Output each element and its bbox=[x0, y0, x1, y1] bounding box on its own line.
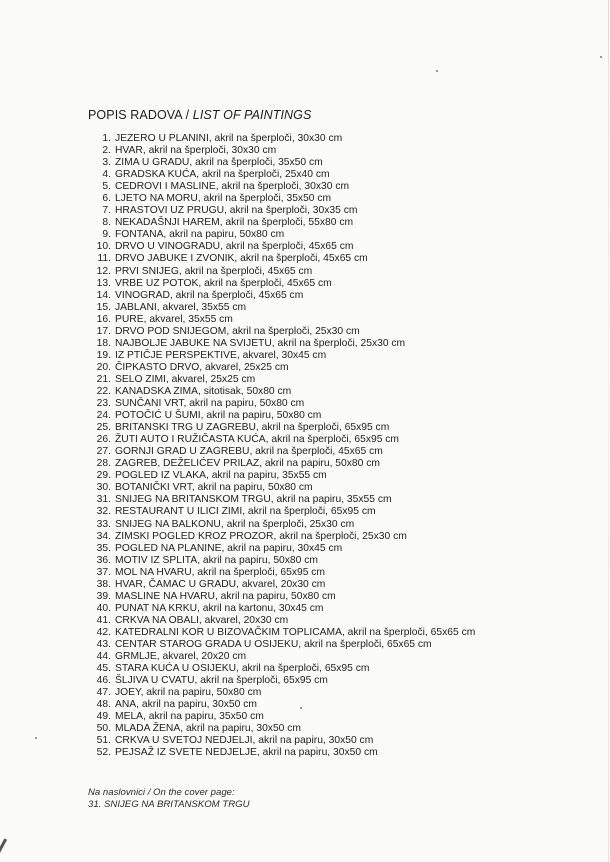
list-item bbox=[88, 458, 598, 470]
item-text: JOEY, akril na papiru, 50x80 cm bbox=[115, 687, 262, 699]
list-item bbox=[88, 302, 598, 314]
item-number: 6. bbox=[102, 193, 111, 205]
item-text: VRBE UZ POTOK, akril na šperploči, 45x65 cm bbox=[115, 277, 332, 289]
item-text: LJETO NA MORU, akril na šperploči, 35x50 cm bbox=[115, 193, 332, 205]
list-item bbox=[88, 639, 598, 651]
page-title bbox=[88, 108, 311, 122]
item-text: SNIJEG NA BRITANSKOM TRGU, akril na papiru, 35x55 cm bbox=[115, 494, 392, 506]
item-text: MELA, akril na papiru, 35x50 cm bbox=[115, 711, 264, 723]
list-item bbox=[88, 133, 598, 145]
title-italic: LIST OF PAINTINGS bbox=[192, 108, 312, 122]
item-number: 34. bbox=[96, 530, 111, 542]
item-text: ZIMSKI POGLED KROZ PROZOR, akril na šperploči, 25x30 cm bbox=[115, 530, 407, 542]
paper-speck bbox=[35, 737, 37, 739]
list-item bbox=[88, 651, 598, 663]
list-item bbox=[88, 374, 598, 386]
item-number: 1. bbox=[102, 133, 111, 144]
item-text: IZ PTIČJE PERSPEKTIVE, akvarel, 30x45 cm bbox=[115, 349, 327, 361]
item-number: 51. bbox=[96, 735, 111, 747]
item-number: 33. bbox=[96, 518, 111, 530]
item-text: MLADA ŽENA, akril na papiru, 30x50 cm bbox=[115, 723, 301, 735]
item-number: 5. bbox=[102, 181, 111, 193]
list-item bbox=[88, 663, 598, 675]
list-item bbox=[88, 145, 598, 157]
list-item bbox=[88, 446, 598, 458]
item-text: CRKVA NA OBALI, akvarel, 20x30 cm bbox=[115, 614, 289, 626]
item-text: KATEDRALNI KOR U BIZOVAČKIM TOPLICAMA, akril na šperploči, 65x65 cm bbox=[115, 626, 476, 638]
cover-note-label: Na naslovnici / On the cover page: bbox=[88, 787, 235, 798]
item-number: 8. bbox=[102, 217, 111, 229]
item-number: 2. bbox=[102, 145, 111, 157]
item-text: DRVO JABUKE I ZVONIK, akril na šperploči, 45x65 cm bbox=[115, 253, 368, 265]
item-number: 18. bbox=[96, 337, 111, 349]
item-text: POGLED IZ VLAKA, akril na papiru, 35x55 cm bbox=[115, 470, 327, 482]
item-text: CEDROVI I MASLINE, akril na šperploči, 30x30 cm bbox=[115, 181, 350, 193]
list-item bbox=[88, 326, 598, 338]
list-item bbox=[88, 422, 598, 434]
item-number: 37. bbox=[96, 566, 111, 578]
item-text: POTOČIĆ U ŠUMI, akril na papiru, 50x80 cm bbox=[115, 410, 322, 422]
item-number: 38. bbox=[96, 578, 111, 590]
item-text: GRADSKA KUĆA, akril na šperploči, 25x40 cm bbox=[115, 169, 330, 181]
list-item bbox=[88, 410, 598, 422]
item-text: CENTAR STAROG GRADA U OSIJEKU, akril na šperploči, 65x65 cm bbox=[115, 638, 432, 650]
item-text: PEJSAŽ IZ SVETE NEDJELJE, akril na papiru, 30x50 cm bbox=[115, 747, 378, 759]
item-number: 13. bbox=[96, 277, 111, 289]
item-text: HVAR, ČAMAC U GRADU, akvarel, 20x30 cm bbox=[115, 578, 326, 590]
item-text: ŽUTI AUTO I RUŽIČASTA KUĆA, akril na šperploči, 65x95 cm bbox=[115, 434, 400, 446]
item-text: KANADSKA ZIMA, sitotisak, 50x80 cm bbox=[115, 385, 292, 397]
item-text: CRKVA U SVETOJ NEDJELJI, akril na papiru, 30x50 cm bbox=[115, 735, 374, 747]
list-item bbox=[88, 434, 598, 446]
list-item bbox=[88, 615, 598, 627]
paper-speck bbox=[436, 70, 438, 72]
item-number: 4. bbox=[102, 169, 111, 181]
list-item bbox=[88, 314, 598, 326]
item-text: DRVO U VINOGRADU, akril na šperploči, 45x65 cm bbox=[115, 241, 354, 253]
item-text: NAJBOLJE JABUKE NA SVIJETU, akril na šperploči, 25x30 cm bbox=[115, 337, 406, 349]
page-edge bbox=[608, 0, 609, 862]
item-number: 16. bbox=[96, 313, 111, 325]
item-text: JABLANI, akvarel, 35x55 cm bbox=[115, 301, 247, 313]
list-item bbox=[88, 555, 598, 567]
item-text: RESTAURANT U ILICI ZIMI, akril na šperploči, 65x95 cm bbox=[115, 506, 376, 518]
item-number: 20. bbox=[96, 361, 111, 373]
item-number: 27. bbox=[96, 446, 111, 458]
list-item bbox=[88, 386, 598, 398]
list-item bbox=[88, 181, 598, 193]
list-item bbox=[88, 350, 598, 362]
list-item bbox=[88, 735, 598, 747]
item-text: MOTIV IZ SPLITA, akril na papiru, 50x80 cm bbox=[115, 554, 318, 566]
list-item bbox=[88, 193, 598, 205]
list-item bbox=[88, 506, 598, 518]
list-item bbox=[88, 543, 598, 555]
cover-note-title: 31. SNIJEG NA BRITANSKOM TRGU bbox=[88, 798, 250, 810]
item-number: 22. bbox=[96, 385, 111, 397]
list-item bbox=[88, 567, 598, 579]
list-item bbox=[88, 579, 598, 591]
item-text: MOL NA HVARU, akril na šperploči, 65x95 cm bbox=[115, 566, 326, 578]
list-item bbox=[88, 338, 598, 350]
list-item bbox=[88, 241, 598, 253]
item-number: 46. bbox=[96, 675, 111, 687]
item-text: ČIPKASTO DRVO, akvarel, 25x25 cm bbox=[115, 361, 289, 373]
scan-mark bbox=[0, 838, 7, 855]
item-text: SELO ZIMI, akvarel, 25x25 cm bbox=[115, 373, 256, 385]
item-number: 35. bbox=[96, 542, 111, 554]
item-number: 50. bbox=[96, 723, 111, 735]
list-item bbox=[88, 470, 598, 482]
list-item bbox=[88, 205, 598, 217]
item-number: 52. bbox=[96, 747, 111, 759]
item-number: 19. bbox=[96, 349, 111, 361]
list-item bbox=[88, 278, 598, 290]
list-item bbox=[88, 398, 598, 410]
item-number: 47. bbox=[96, 687, 111, 699]
item-number: 29. bbox=[96, 470, 111, 482]
item-number: 21. bbox=[96, 373, 111, 385]
item-number: 43. bbox=[96, 638, 111, 650]
list-item bbox=[88, 675, 598, 687]
item-number: 44. bbox=[96, 651, 111, 663]
item-text: FONTANA, akril na papiru, 50x80 cm bbox=[115, 229, 285, 241]
list-item bbox=[88, 699, 598, 711]
list-item bbox=[88, 531, 598, 543]
list-item bbox=[88, 157, 598, 169]
list-item bbox=[88, 169, 598, 181]
item-text: MASLINE NA HVARU, akril na papiru, 50x80 cm bbox=[115, 590, 336, 602]
item-number: 26. bbox=[96, 434, 111, 446]
item-number: 9. bbox=[102, 229, 111, 241]
list-item bbox=[88, 711, 598, 723]
item-number: 25. bbox=[96, 422, 111, 434]
item-text: POGLED NA PLANINE, akril na papiru, 30x45 cm bbox=[115, 542, 343, 554]
list-item bbox=[88, 591, 598, 603]
item-text: ZAGREB, DEŽELIĆEV PRILAZ, akril na papiru, 50x80 cm bbox=[115, 458, 380, 470]
item-text: ANA, akril na papiru, 30x50 cm bbox=[115, 699, 257, 711]
item-text: NEKADAŠNJI HAREM, akril na šperploči, 55x80 cm bbox=[115, 217, 354, 229]
list-item bbox=[88, 723, 598, 735]
item-number: 17. bbox=[96, 325, 111, 337]
item-number: 24. bbox=[96, 410, 111, 422]
list-item bbox=[88, 627, 598, 639]
list-item bbox=[88, 253, 598, 265]
item-number: 14. bbox=[96, 289, 111, 301]
paper-speck bbox=[600, 56, 602, 58]
item-text: PURE, akvarel, 35x55 cm bbox=[115, 313, 233, 325]
list-item bbox=[88, 687, 598, 699]
list-item bbox=[88, 229, 598, 241]
item-number: 23. bbox=[96, 398, 111, 410]
item-text: PRVI SNIJEG, akril na šperploči, 45x65 cm bbox=[115, 265, 313, 277]
item-number: 15. bbox=[96, 301, 111, 313]
title-text: POPIS RADOVA / bbox=[88, 108, 193, 122]
item-number: 3. bbox=[102, 157, 111, 169]
item-number: 36. bbox=[96, 554, 111, 566]
item-number: 48. bbox=[96, 699, 111, 711]
item-text: ZIMA U GRADU, akril na šperploči, 35x50 cm bbox=[115, 157, 323, 169]
list-item bbox=[88, 290, 598, 302]
item-number: 45. bbox=[96, 663, 111, 675]
list-item bbox=[88, 747, 598, 759]
item-text: JEZERO U PLANINI, akril na šperploči, 30x30 cm bbox=[115, 133, 343, 144]
item-text: SNIJEG NA BALKONU, akril na šperploči, 25x30 cm bbox=[115, 518, 355, 530]
cover-note bbox=[88, 787, 250, 810]
list-item bbox=[88, 519, 598, 531]
item-text: VINOGRAD, akril na šperploči, 45x65 cm bbox=[115, 289, 304, 301]
item-number: 10. bbox=[96, 241, 111, 253]
item-number: 40. bbox=[96, 602, 111, 614]
item-number: 12. bbox=[96, 265, 111, 277]
item-text: PUNAT NA KRKU, akril na kartonu, 30x45 cm bbox=[115, 602, 324, 614]
item-text: BRITANSKI TRG U ZAGREBU, akril na šperploči, 65x95 cm bbox=[115, 422, 390, 434]
item-number: 42. bbox=[96, 626, 111, 638]
list-item bbox=[88, 494, 598, 506]
item-text: HRASTOVI UZ PRUGU, akril na šperploči, 30x35 cm bbox=[115, 205, 358, 217]
item-number: 11. bbox=[97, 253, 111, 265]
item-number: 7. bbox=[102, 205, 111, 217]
item-text: GRMLJE, akvarel, 20x20 cm bbox=[115, 651, 247, 663]
item-number: 31. bbox=[96, 494, 111, 506]
item-number: 39. bbox=[96, 590, 111, 602]
list-item bbox=[88, 266, 598, 278]
item-text: ŠLJIVA U CVATU, akril na šperploči, 65x95 cm bbox=[115, 675, 328, 687]
list-item bbox=[88, 362, 598, 374]
item-number: 32. bbox=[96, 506, 111, 518]
item-number: 30. bbox=[96, 482, 111, 494]
item-text: GORNJI GRAD U ZAGREBU, akril na šperploči, 45x65 cm bbox=[115, 446, 383, 458]
item-text: SUNČANI VRT, akril na papiru, 50x80 cm bbox=[115, 398, 305, 410]
list-item bbox=[88, 603, 598, 615]
list-item bbox=[88, 217, 598, 229]
item-text: HVAR, akril na šperploči, 30x30 cm bbox=[115, 145, 277, 157]
item-number: 41. bbox=[96, 614, 111, 626]
item-number: 28. bbox=[96, 458, 111, 470]
list-item bbox=[88, 482, 598, 494]
item-text: STARA KUĆA U OSIJEKU, akril na šperploči, 65x95 cm bbox=[115, 663, 370, 675]
item-number: 49. bbox=[96, 711, 111, 723]
item-text: BOTANIČKI VRT, akril na papiru, 50x80 cm bbox=[115, 482, 313, 494]
paintings-list bbox=[88, 133, 598, 759]
item-text: DRVO POD SNIJEGOM, akril na šperploči, 25x30 cm bbox=[115, 325, 360, 337]
